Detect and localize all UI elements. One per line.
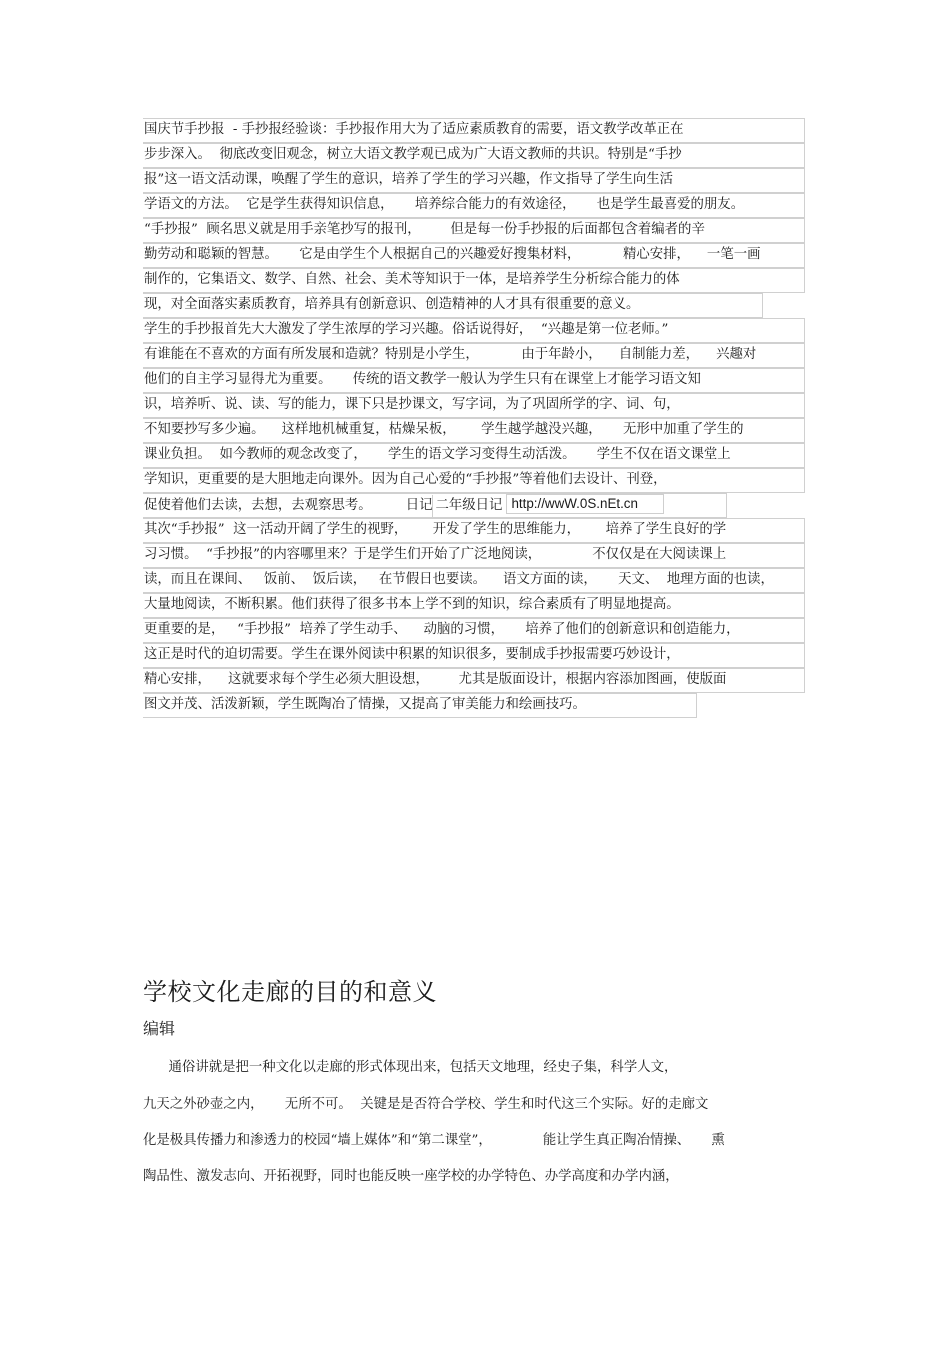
- text-line: 图文并茂、活泼新颖，学生既陶冶了情操，又提高了审美能力和绘画技巧。: [143, 693, 697, 718]
- text-line: 习习惯。 “手抄报”的内容哪里来？于是学生们开始了广泛地阅读， 不仅仅是在大阅读课上: [143, 543, 805, 568]
- paragraph-line: 通俗讲就是把一种文化以走廊的形式体现出来，包括天文地理，经史子集，科学人文，: [143, 1060, 678, 1075]
- text-line: 精心安排， 这就要求每个学生必须大胆设想， 尤其是版面设计，根据内容添加图画，使版面: [143, 668, 805, 693]
- text-line: 学语文的方法。 它是学生获得知识信息， 培养综合能力的有效途径， 也是学生最喜爱的朋友。: [143, 193, 805, 218]
- paragraph-line: 陶品性、激发志向、开拓视野，同时也能反映一座学校的办学特色、办学高度和办学内涵，: [143, 1169, 679, 1184]
- edit-link[interactable]: 编辑: [143, 1019, 176, 1038]
- text-line: 这正是时代的迫切需要。学生在课外阅读中积累的知识很多，要制成手抄报需要巧妙设计，: [143, 643, 805, 668]
- section-title: 学校文化走廊的目的和意义: [143, 978, 437, 1006]
- diary-tag: 二年级日记: [432, 495, 502, 517]
- text-line: “手抄报” 顾名思义就是用手亲笔抄写的报刊， 但是每一份手抄报的后面都包含着编者的辛: [143, 218, 805, 243]
- text-line: 大量地阅读，不断积累。他们获得了很多书本上学不到的知识，综合素质有了明显地提高。: [143, 593, 805, 618]
- text-line: 现，对全面落实素质教育，培养具有创新意识、创造精神的人才具有很重要的意义。: [143, 293, 763, 318]
- paragraph-line: 九天之外砂壶之内， 无所不可。 关键是是否符合学校、学生和时代这三个实际。好的走廊文: [143, 1097, 709, 1112]
- text-line: 步步深入。 彻底改变旧观念，树立大语文教学观已成为广大语文教师的共识。特别是“手抄: [143, 143, 805, 168]
- paragraph-line: 化是极具传播力和渗透力的校园“墙上媒体”和“第二课堂”， 能让学生真正陶冶情操、 熏: [143, 1133, 725, 1148]
- text-line: 报”这一语文活动课，唤醒了学生的意识，培养了学生的学习兴趣，作文指导了学生向生活: [143, 168, 805, 193]
- text-line: 更重要的是， “手抄报” 培养了学生动手、 动脑的习惯， 培养了他们的创新意识和创造能力，: [143, 618, 805, 643]
- article-handwritten-newspaper: [143, 118, 813, 718]
- text-line: 课业负担。 如今教师的观念改变了， 学生的语文学习变得生动活泼。 学生不仅在语文课堂上: [143, 443, 805, 468]
- text-line: 他们的自主学习显得尤为重要。 传统的语文教学一般认为学生只有在课堂上才能学习语文知: [143, 368, 805, 393]
- text-line: 其次“手抄报” 这一活动开阔了学生的视野， 开发了学生的思维能力， 培养了学生良好的学: [143, 518, 805, 543]
- text-line: 有谁能在不喜欢的方面有所发展和造就？特别是小学生， 由于年龄小， 自制能力差， 兴趣对: [143, 343, 805, 368]
- text-line: 国庆节手抄报 - 手抄报经验谈：手抄报作用大为了适应素质教育的需要，语文教学改革正在: [143, 118, 805, 143]
- text-line: 识，培养听、说、读、写的能力，课下只是抄课文，写字词，为了巩固所学的字、词、句，: [143, 393, 805, 418]
- text-line: 读，而且在课间、 饭前、 饭后读， 在节假日也要读。 语文方面的读， 天文、 地理方面的也读，: [143, 568, 805, 593]
- text-line: 勤劳动和聪颖的智慧。 它是由学生个人根据自己的兴趣爱好搜集材料， 精心安排， 一笔一画: [143, 243, 805, 268]
- diary-line: 促使着他们去读，去想，去观察思考。 日记 二年级日记 http://wwW.0S.nEt.cn: [143, 493, 727, 518]
- source-link[interactable]: http://wwW.0S.nEt.cn: [506, 494, 664, 514]
- text-line: 不知要抄写多少遍。 这样地机械重复，枯燥呆板， 学生越学越没兴趣， 无形中加重了学生的: [143, 418, 805, 443]
- text-line: 学知识，更重要的是大胆地走向课外。因为自己心爱的“手抄报”等着他们去设计、刊登，: [143, 468, 805, 493]
- text-line: 学生的手抄报首先大大激发了学生浓厚的学习兴趣。俗话说得好， “兴趣是第一位老师。”: [143, 318, 805, 343]
- text-line: 制作的，它集语文、数学、自然、社会、美术等知识于一体，是培养学生分析综合能力的体: [143, 268, 805, 293]
